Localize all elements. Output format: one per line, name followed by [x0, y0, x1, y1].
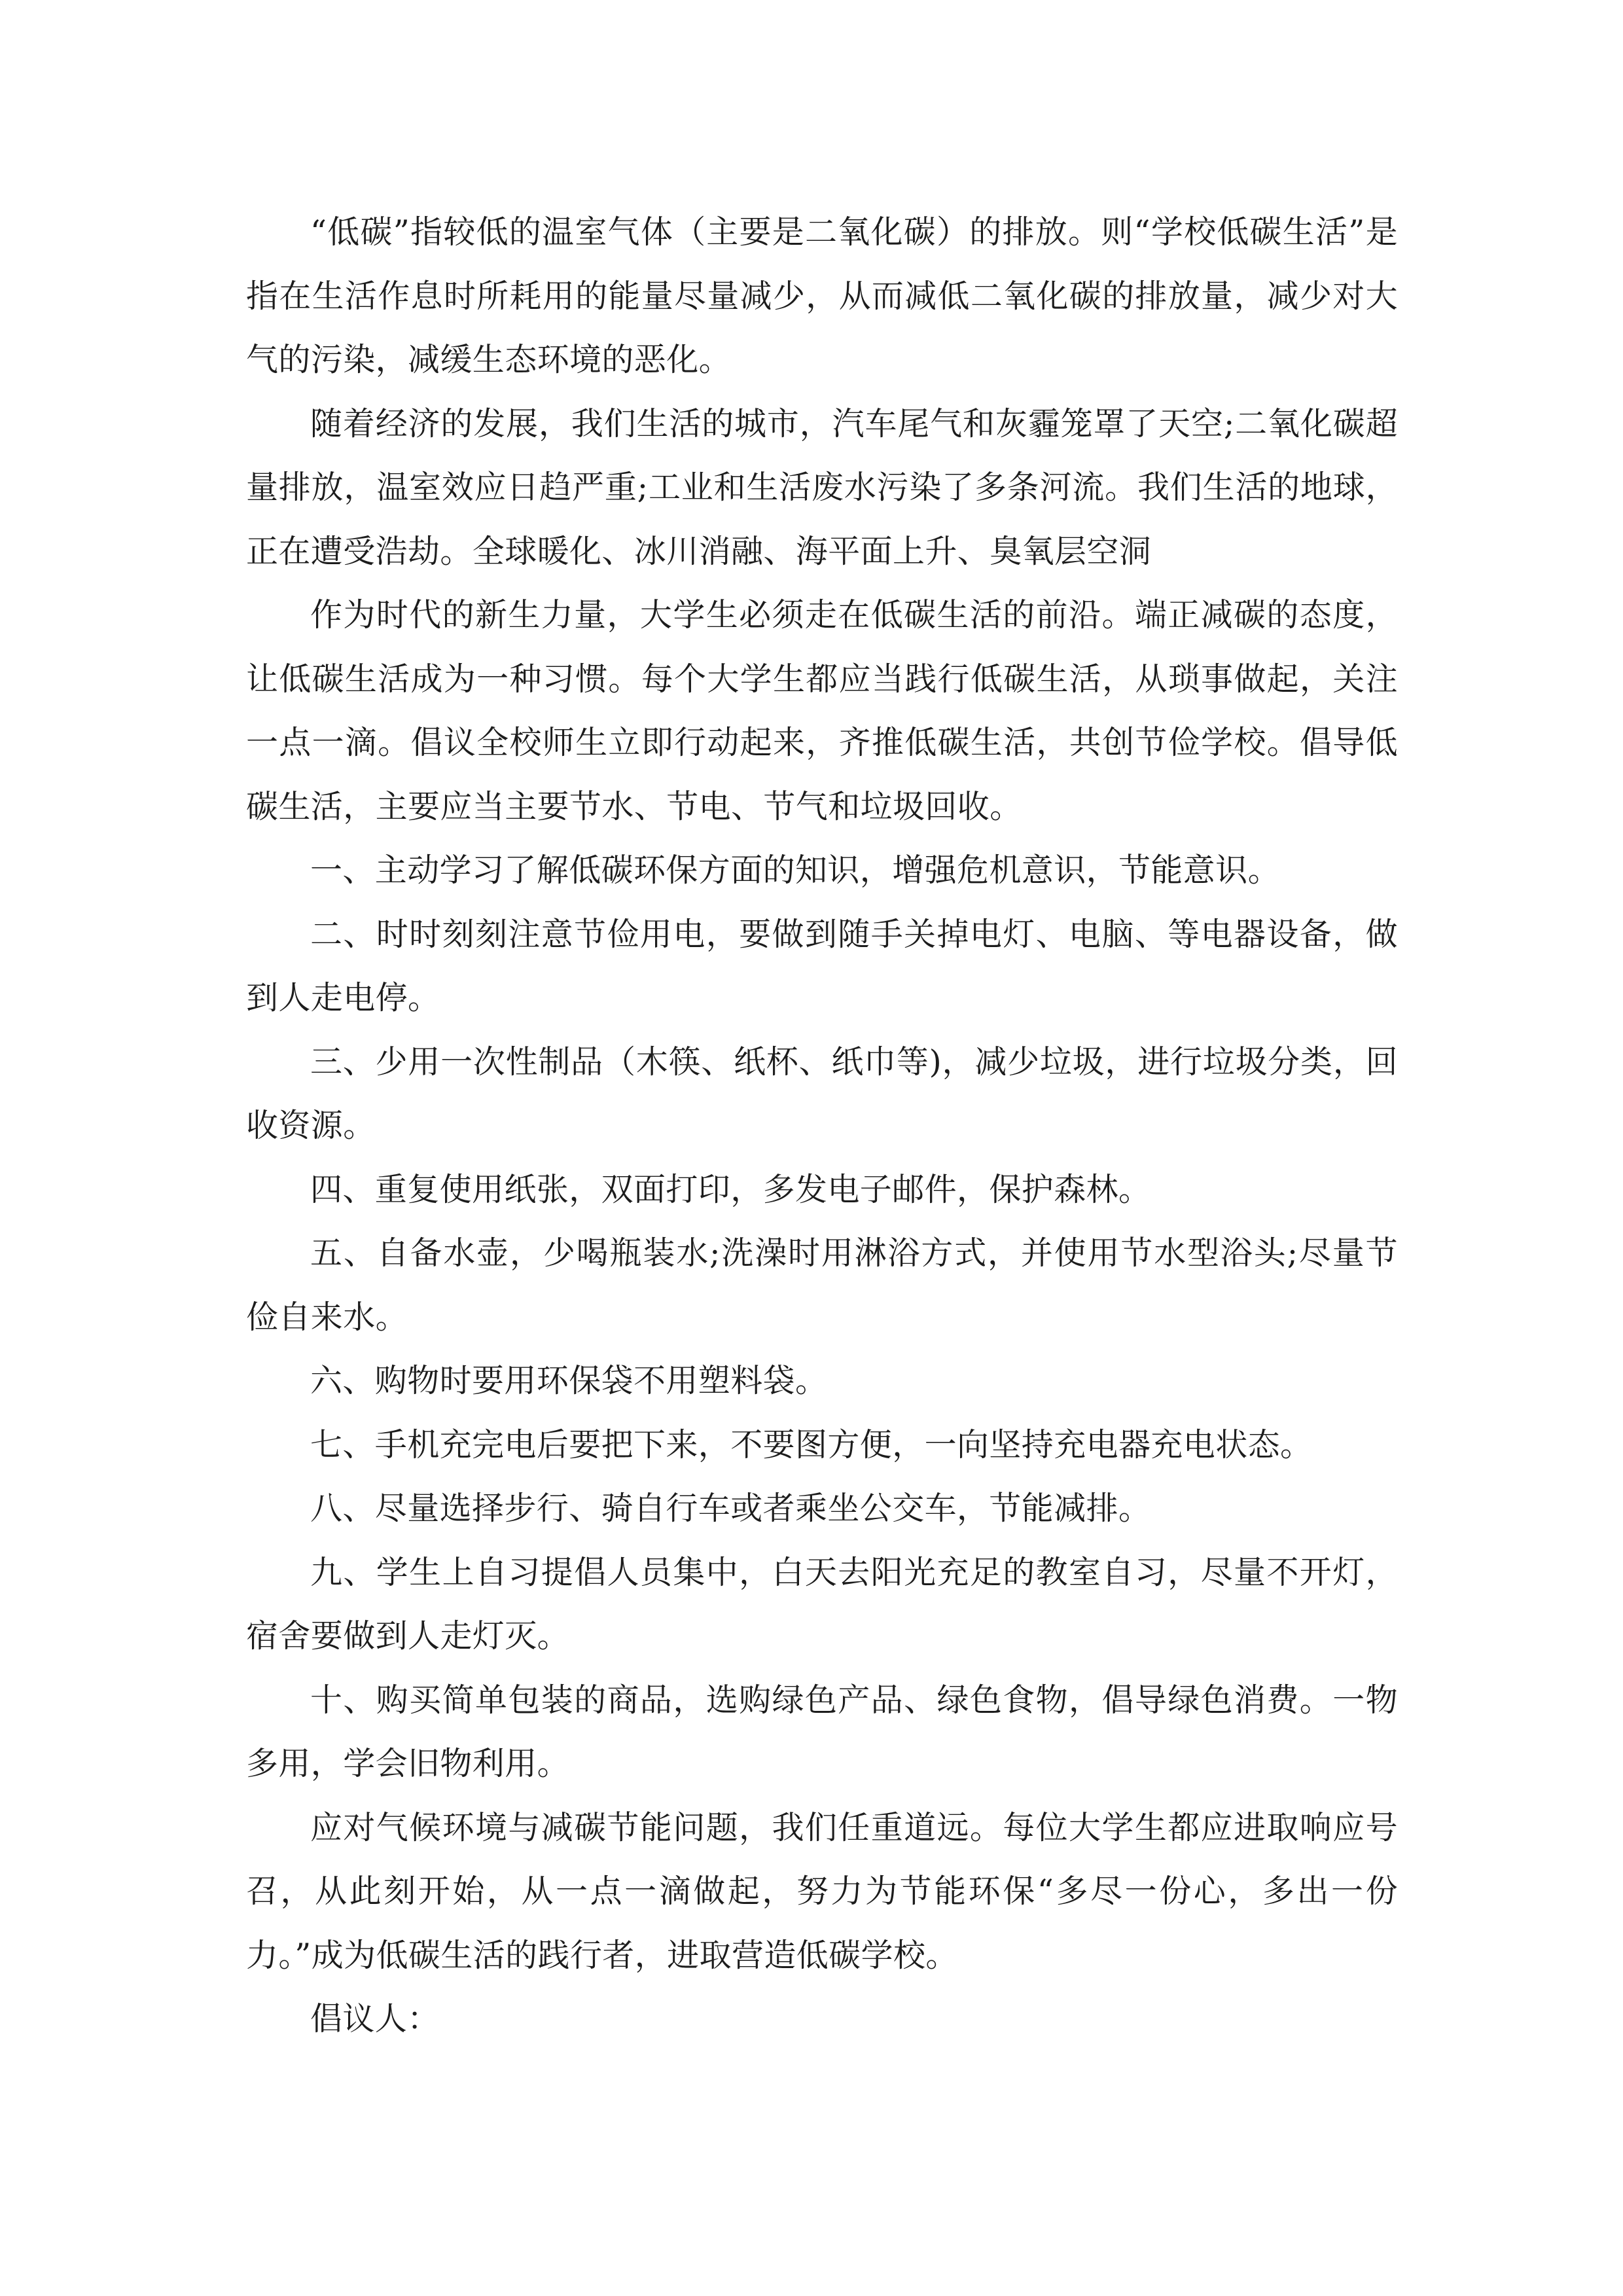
proposal-item-3: 三、少用一次性制品（木筷、纸杯、纸巾等)，减少垃圾，进行垃圾分类，回收资源。 [246, 1043, 1398, 1144]
document-body [246, 200, 1398, 2051]
proposal-item-9: 九、学生上自习提倡人员集中，白天去阳光充足的教室自习，尽量不开灯，宿舍要做到人走灯灭。 [246, 1553, 1398, 1655]
proposal-item-8: 八、尽量选择步行、骑自行车或者乘坐公交车，节能减排。 [310, 1490, 1151, 1527]
proposal-item-1: 一、主动学习了解低碳环保方面的知识，增强危机意识，节能意识。 [310, 852, 1281, 889]
paragraph-conclusion: 应对气候环境与减碳节能问题，我们任重道远。每位大学生都应进取响应号召，从此刻开始，从一点一滴做起，努力为节能环保“多尽一份心，多出一份力。”成为低碳生活的践行者，进取营造低碳学校。 [246, 1808, 1398, 1974]
signature-line: 倡议人： [310, 2000, 440, 2037]
proposal-item-4: 四、重复使用纸张，双面打印，多发电子邮件，保护森林。 [310, 1170, 1151, 1208]
proposal-item-5: 五、自备水壶，少喝瓶装水;洗澡时用淋浴方式，并使用节水型浴头;尽量节俭自来水。 [246, 1234, 1398, 1336]
proposal-item-10: 十、购买简单包装的商品，选购绿色产品、绿色食物，倡导绿色消费。一物多用，学会旧物利用。 [246, 1681, 1398, 1782]
paragraph-call-to-action: 作为时代的新生力量，大学生必须走在低碳生活的前沿。端正减碳的态度，让低碳生活成为一种习惯。每个大学生都应当践行低碳生活，从琐事做起，关注一点一滴。倡议全校师生立即行动起来，齐推低碳生活，共创节俭学校。倡导低碳生活，主要应当主要节水、节电、节气和垃圾回收。 [246, 596, 1398, 825]
proposal-item-2: 二、时时刻刻注意节俭用电，要做到随手关掉电灯、电脑、等电器设备，做到人走电停。 [246, 915, 1398, 1016]
paragraph-intro-definition: “低碳”指较低的温室气体（主要是二氧化碳）的排放。则“学校低碳生活”是指在生活作息时所耗用的能量尽量减少，从而减低二氧化碳的排放量，减少对大气的污染，减缓生态环境的恶化。 [246, 213, 1398, 378]
proposal-item-7: 七、手机充完电后要把下来，不要图方便，一向坚持充电器充电状态。 [310, 1426, 1313, 1463]
proposal-item-6: 六、购物时要用环保袋不用塑料袋。 [310, 1362, 828, 1399]
paragraph-background: 随着经济的发展，我们生活的城市，汽车尾气和灰霾笼罩了天空;二氧化碳超量排放，温室效应日趋严重;工业和生活废水污染了多条河流。我们生活的地球，正在遭受浩劫。全球暖化、冰川消融、海平面上升、臭氧层空洞 [246, 404, 1398, 570]
